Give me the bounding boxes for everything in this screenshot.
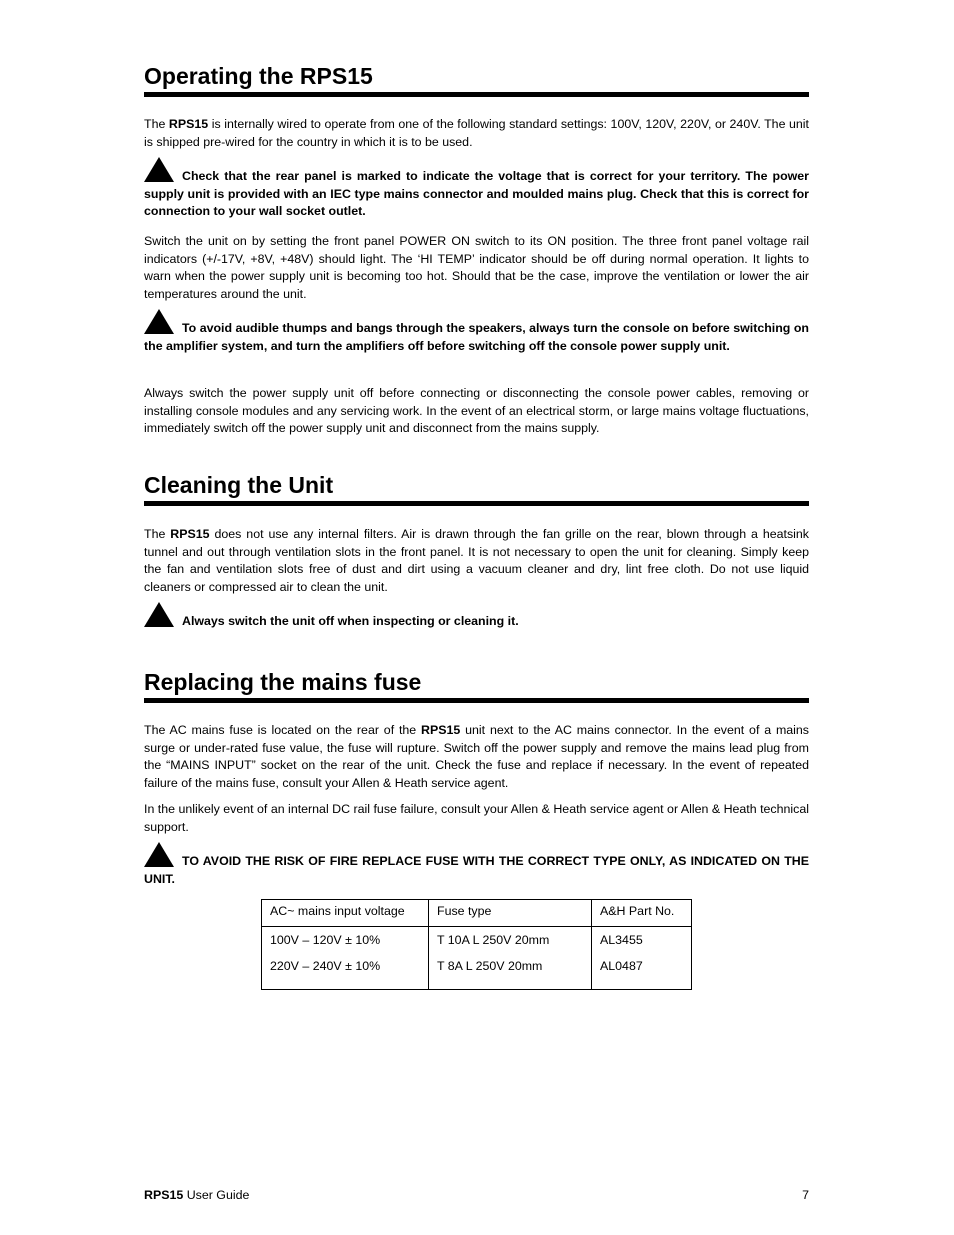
table-row: [262, 927, 692, 990]
cleaning-paragraph-1: The RPS15 does not use any internal filters. Air is drawn through the fan grille on the rear, blown through a heatsink tunnel and out through ventilation slots in the front panel. It is not necessary to open the unit for cleaning. Simply keep the fan and ventilation slots free of dust and dirt using a vacuum cleaner and dry, lint free cloth. Do not use liquid cleaners or compressed air to clean the unit.: [144, 527, 810, 594]
operating-section: [144, 62, 809, 97]
table-header-row: [262, 900, 692, 927]
operating-paragraph-3-block: [144, 385, 809, 438]
product-name: RPS15: [421, 723, 461, 737]
cleaning-section: [144, 471, 809, 506]
fuse-paragraph-1-block: [144, 722, 809, 792]
footer-title: RPS15 User Guide: [144, 1188, 250, 1202]
fuse-table: [261, 899, 692, 990]
heading-fuse: Replacing the mains fuse: [144, 668, 809, 703]
fuse-paragraph-2-block: [144, 801, 809, 836]
product-name: RPS15: [170, 527, 210, 541]
operating-warning-1: [144, 157, 809, 221]
fuse-paragraph-1: The AC mains fuse is located on the rear of the RPS15 unit next to the AC mains connector. In the event of a mains surge or under-rated fuse value, the fuse will rupture. Switch off the power supply and remove the mains lead plug from the “MAINS INPUT” socket on the rear of the unit. Check the fuse and replace if necessary. In the event of repeated failure of the mains fuse, consult your Allen & Heath service agent.: [144, 723, 809, 790]
heading-cleaning: Cleaning the Unit: [144, 471, 809, 506]
heading-operating: Operating the RPS15: [144, 62, 809, 97]
page-footer: [144, 1188, 809, 1202]
cleaning-warning: [144, 602, 809, 631]
operating-paragraph-2: Switch the unit on by setting the front panel POWER ON switch to its ON position. The three front panel voltage rail indicators (+/-17V, +8V, +48V) should light. The ‘HI TEMP’ indicator should be off during normal operation. It lights to warn when the power supply unit is becoming too hot. Should that be the case, improve the ventilation or lower the air temperatures around the unit.: [144, 234, 809, 301]
warning-text: Always switch the unit off when inspecting or cleaning it.: [182, 614, 519, 628]
warning-triangle-icon: [144, 157, 174, 182]
header-part-no: A&H Part No.: [592, 900, 692, 927]
page-number: 7: [802, 1188, 809, 1202]
cell-voltage: 100V – 120V ± 10% 220V – 240V ± 10%: [262, 927, 429, 990]
header-fuse-type: Fuse type: [429, 900, 592, 927]
warning-triangle-icon: [144, 309, 174, 334]
operating-warning-2: [144, 309, 809, 355]
fuse-section: [144, 668, 809, 703]
header-voltage: AC~ mains input voltage: [262, 900, 429, 927]
cell-part-no: AL3455 AL0487: [592, 927, 692, 990]
warning-text: TO AVOID THE RISK OF FIRE REPLACE FUSE WITH THE CORRECT TYPE ONLY, AS INDICATED ON THE UNIT.: [144, 854, 809, 886]
operating-paragraph-2-block: [144, 233, 809, 303]
operating-paragraph-1: The RPS15 is internally wired to operate from one of the following standard settings: 100V, 120V, 220V, or 240V. The unit is shipped pre-wired for the country in which it is to be used.: [144, 117, 810, 149]
cleaning-paragraph-block: [144, 526, 809, 596]
warning-triangle-icon: [144, 842, 174, 867]
operating-paragraph-3: Always switch the power supply unit off before connecting or disconnecting the console power cables, removing or installing console modules and any servicing work. In the event of an electrical storm, or large mains voltage fluctuations, immediately switch off the power supply unit and disconnect from the mains supply.: [144, 386, 809, 436]
cell-fuse-type: T 10A L 250V 20mm T 8A L 250V 20mm: [429, 927, 592, 990]
product-name: RPS15: [168, 117, 209, 131]
warning-triangle-icon: [144, 602, 174, 627]
operating-intro: [144, 116, 809, 151]
warning-text: Check that the rear panel is marked to indicate the voltage that is correct for your territory. The power supply unit is provided with an IEC type mains connector and moulded mains plug. Check that this is correct for connection to your wall socket outlet.: [144, 169, 809, 219]
fuse-warning: [144, 842, 809, 888]
fuse-paragraph-2: In the unlikely event of an internal DC rail fuse failure, consult your Allen & Heath service agent or Allen & Heath technical support.: [144, 802, 809, 834]
warning-text: To avoid audible thumps and bangs through the speakers, always turn the console on before switching on the amplifier system, and turn the amplifiers off before switching off the console power supply unit.: [144, 321, 809, 353]
